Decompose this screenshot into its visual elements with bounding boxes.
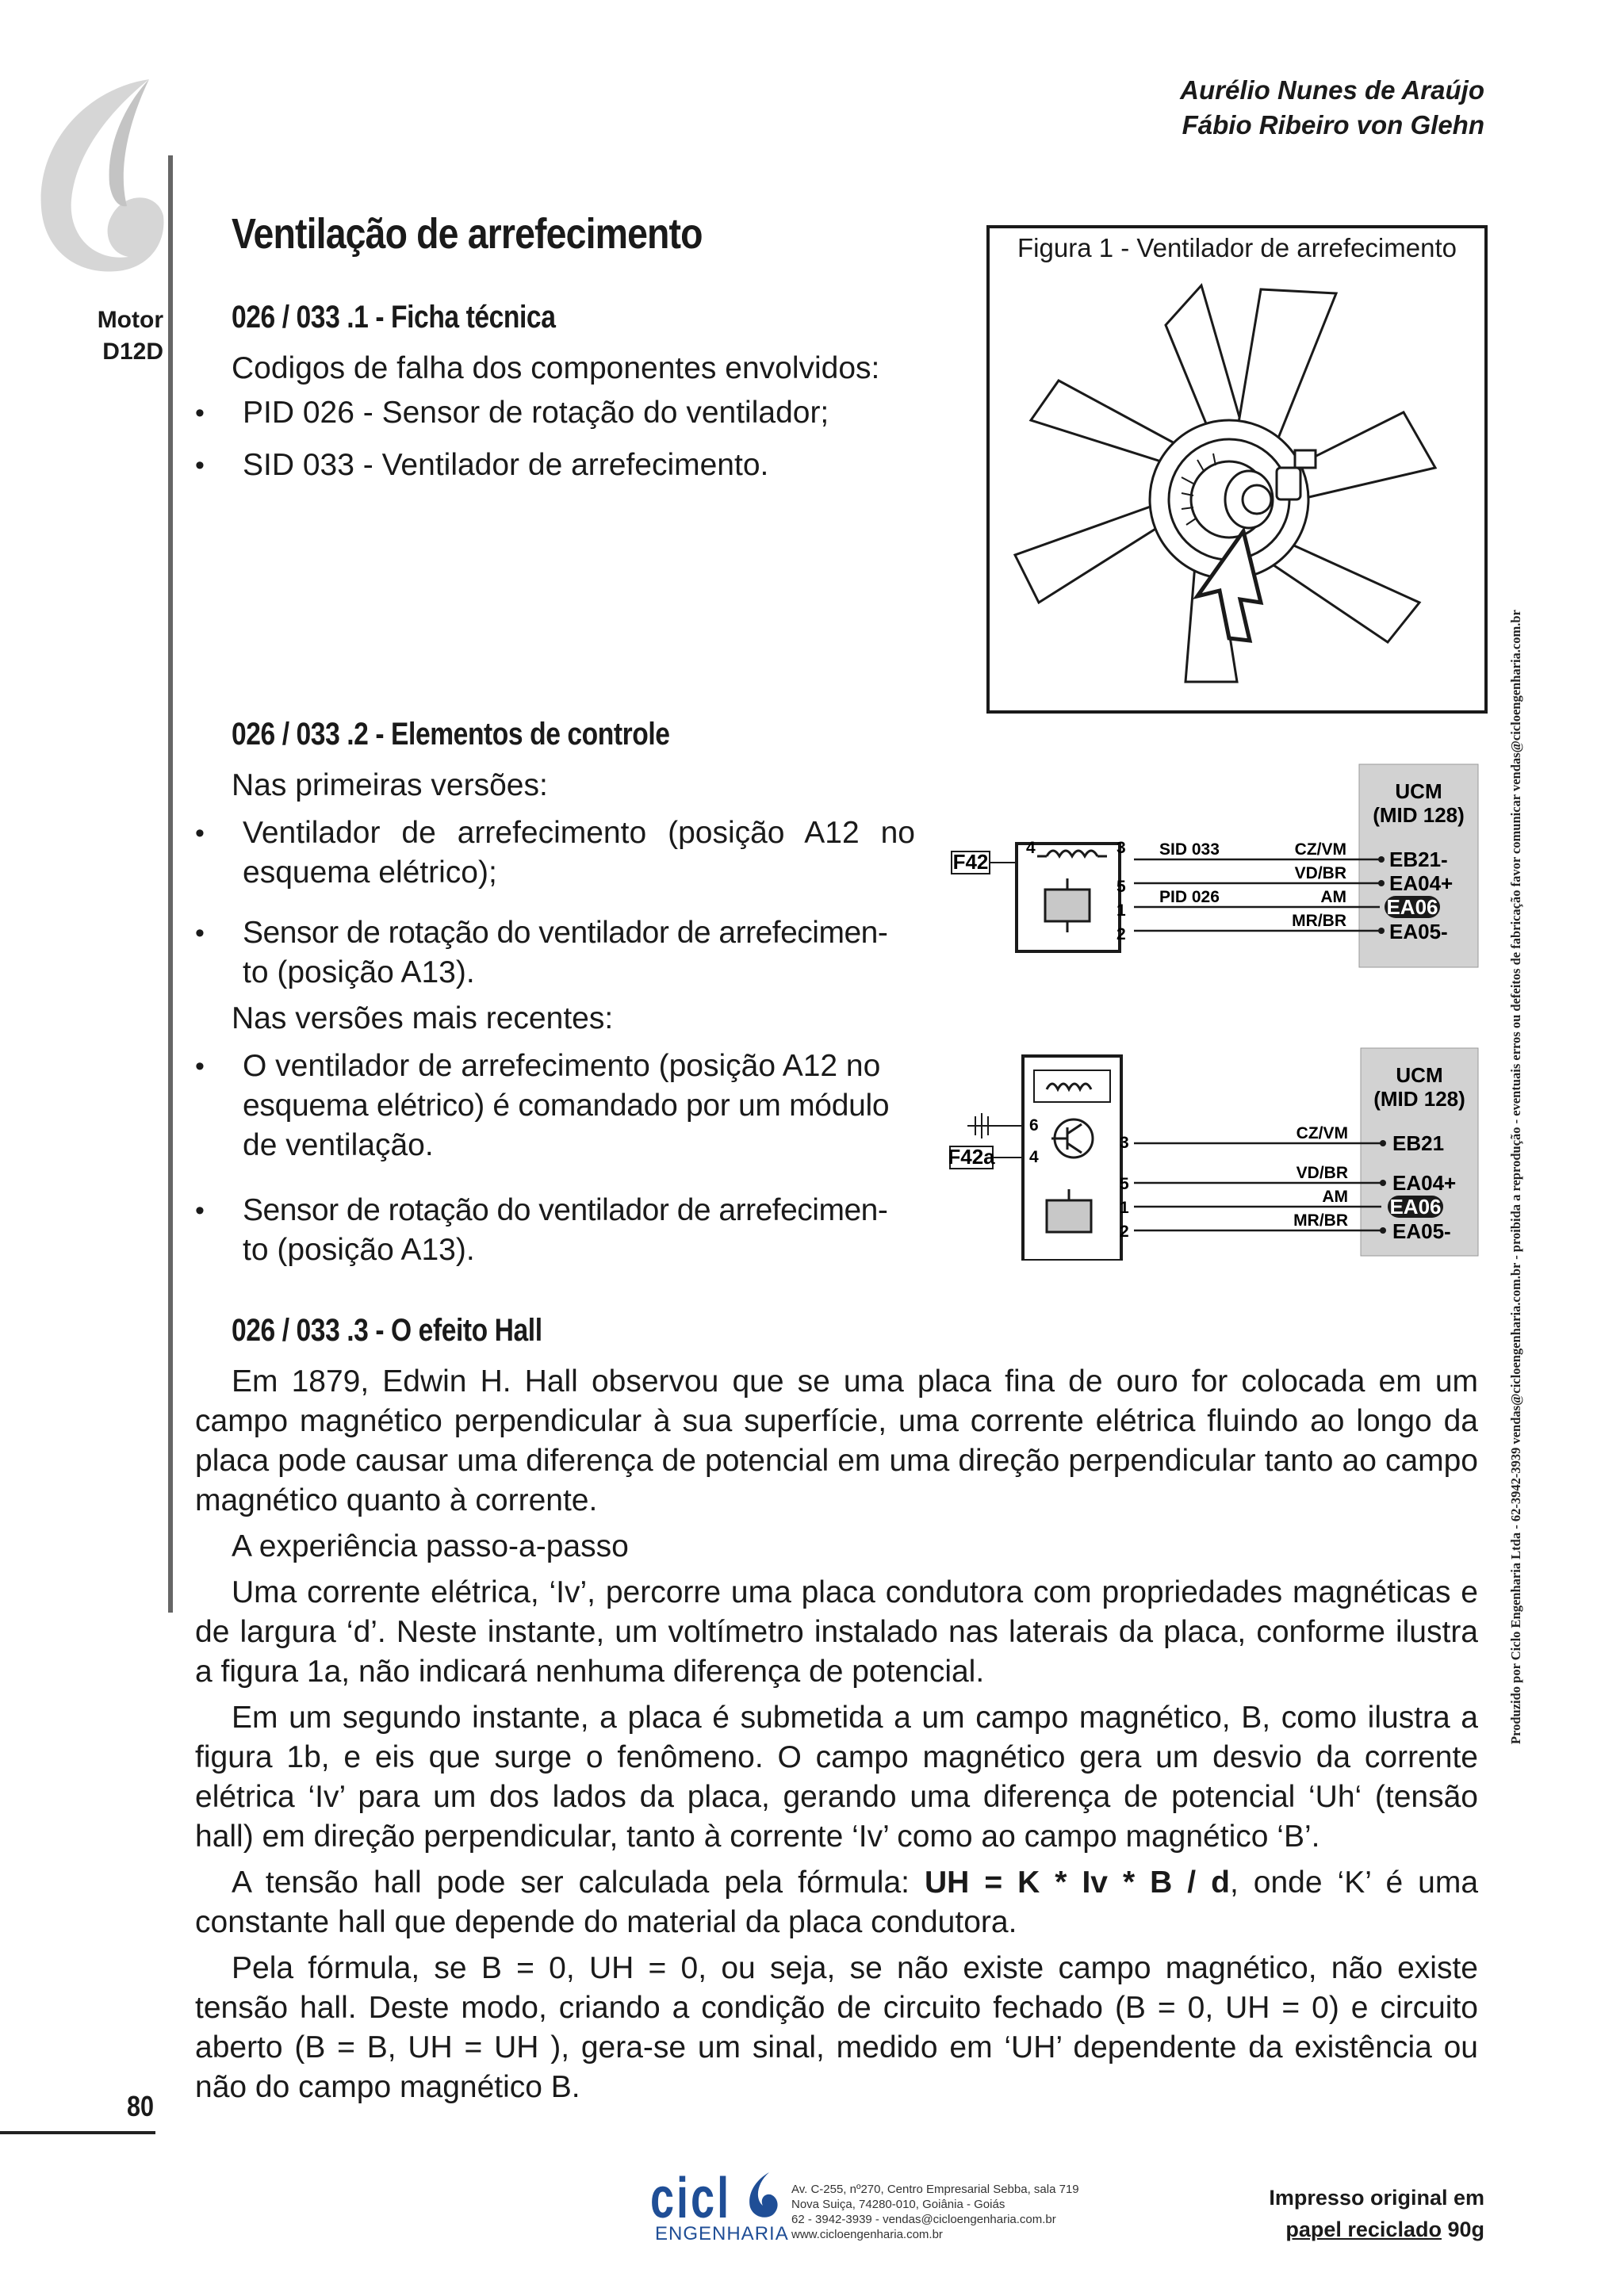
sidebar-line-motor: Motor — [97, 307, 163, 333]
hall-paragraph-2 — [195, 1527, 1478, 1567]
ucm-title: UCM — [1395, 779, 1442, 803]
pin-5: 5 — [1116, 878, 1126, 896]
bullet-dot: • — [195, 1196, 205, 1226]
ucm-subtitle: (MID 128) — [1373, 803, 1465, 827]
late-bullet-2-line-2: to (posição A13). — [243, 1233, 475, 1267]
connector-label: F42 — [952, 850, 989, 874]
pin-2: 2 — [1116, 925, 1126, 943]
print-paper: papel reciclado — [1285, 2218, 1442, 2241]
terminal-eb21: EB21 — [1392, 1131, 1445, 1155]
hall-paragraph-2-text: A experiência passo-a-passo — [232, 1529, 629, 1563]
page-number-rule — [0, 2131, 155, 2134]
wire-vdbr: VD/BR — [1294, 864, 1346, 882]
section-1-intro: Codigos de falha dos componentes envolvidos: — [232, 351, 880, 385]
bullet-dot: • — [195, 1051, 205, 1081]
late-bullet-1-line-3: de ventilação. — [243, 1128, 434, 1162]
cooling-fan-illustration — [991, 270, 1478, 698]
section-1-heading: 026 / 033 .1 - Ficha técnica — [232, 300, 556, 335]
address-line-1: Av. C-255, nº270, Centro Empresarial Sebba, sala 719 — [791, 2183, 1079, 2196]
early-bullet-2-line-2: to (posição A13). — [243, 955, 475, 989]
section-3-heading: 026 / 033 .3 - O efeito Hall — [232, 1313, 542, 1348]
connector-label: F42a — [948, 1145, 995, 1169]
bullet-dot: • — [195, 818, 205, 848]
sid-label: SID 033 — [1159, 840, 1220, 859]
hall-paragraph-1-text: Em 1879, Edwin H. Hall observou que se uma placa fina de ouro for colocada em um campo magnético perpendicular à sua superfície, uma corrente elétrica fluindo ao longo da placa pode causar uma diferença de potencial em uma direção perpendicular tanto ao campo magnético quanto à corrente. — [195, 1364, 1478, 1517]
print-line-2 — [1269, 2214, 1484, 2245]
terminal-ea06: EA06 — [1389, 1195, 1442, 1219]
terminal-ea05: EA05- — [1389, 920, 1448, 943]
pin-6: 6 — [1029, 1116, 1039, 1135]
early-bullet-2-line-1: Sensor de rotação do ventilador de arrefecimen- — [243, 916, 888, 950]
wire-vdbr: VD/BR — [1296, 1164, 1348, 1182]
bullet-dot: • — [195, 398, 205, 428]
brand-drop-icon — [745, 2171, 782, 2221]
ucm-subtitle: (MID 128) — [1373, 1087, 1465, 1111]
section-1-bullet-1: PID 026 - Sensor de rotação do ventilador; — [243, 396, 829, 430]
section-2-heading: 026 / 033 .2 - Elementos de controle — [232, 717, 670, 752]
hall-paragraph-4-text: Em um segundo instante, a placa é submetida a um campo magnético, B, como ilustra a figura 1b, e eis que surge o fenômeno. O campo magnético gera um desvio da corrente elétrica ‘Iv’ para um dos lados da placa, gerando uma diferença de potencial ‘Uh‘ (tensão hall) em direção perpendicular, tanto à corrente ‘Iv’ como ao campo magnético ‘B’. — [195, 1701, 1478, 1854]
late-bullet-2-line-1: Sensor de rotação do ventilador de arrefecimen- — [243, 1193, 888, 1227]
hall-paragraph-6-text: Pela fórmula, se B = 0, UH = 0, ou seja, se não existe campo magnético, não existe tensão hall. Deste modo, criando a condição de circuito fechado (B = 0, UH = 0) e circuito aberto (B = B, UH = UH ), gera-se um sinal, medido em ‘UH’ dependente da existência ou não do campo magnético B. — [195, 1951, 1478, 2104]
hall-paragraph-5-tail: , onde ‘K’ é uma constante hall que depende do material da placa condutora. — [195, 1866, 1479, 1939]
hall-paragraph-6 — [195, 1949, 1478, 2107]
pin-1: 1 — [1120, 1199, 1129, 1217]
wire-czvm: CZ/VM — [1294, 840, 1346, 859]
footer-address — [791, 2182, 1079, 2242]
page-title: Ventilação de arrefecimento — [232, 210, 703, 258]
pin-4: 4 — [1026, 839, 1036, 857]
pin-4: 4 — [1029, 1148, 1039, 1166]
sensor-icon — [1047, 1200, 1091, 1232]
section-1-bullet-2: SID 033 - Ventilador de arrefecimento. — [243, 448, 769, 482]
pid-label: PID 026 — [1159, 888, 1220, 906]
hall-paragraph-3 — [195, 1573, 1478, 1692]
margin-rule — [168, 155, 173, 1613]
terminal-eb21: EB21- — [1389, 848, 1448, 871]
brand-subtitle: ENGENHARIA — [655, 2223, 789, 2244]
hall-paragraph-4 — [195, 1698, 1478, 1857]
wiring-diagram-early — [944, 763, 1483, 977]
figure-1-caption: Figura 1 - Ventilador de arrefecimento — [1017, 233, 1457, 262]
ucm-title: UCM — [1396, 1063, 1443, 1087]
hall-paragraph-1 — [195, 1362, 1478, 1521]
page-number: 80 — [126, 2090, 154, 2122]
recycled-paper-note — [1269, 2182, 1484, 2245]
wire-am: AM — [1320, 888, 1346, 906]
hall-paragraph-3-text: Uma corrente elétrica, ‘Iv’, percorre uma placa condutora com propriedades magnéticas e de largura ‘d’. Neste instante, um voltímetro instalado nas laterais da placa, conforme ilustra a figura 1a, não indicará nenhuma diferença de potencial. — [195, 1575, 1478, 1689]
bullet-dot: • — [195, 918, 205, 948]
early-bullet-1-line-2: esquema elétrico); — [243, 855, 497, 890]
pin-5: 5 — [1120, 1175, 1129, 1193]
address-line-4: www.cicloengenharia.com.br — [791, 2228, 943, 2241]
wire-czvm: CZ/VM — [1296, 1124, 1348, 1142]
early-bullet-1-line-1: Ventilador de arrefecimento (posição A12 no — [243, 816, 915, 850]
authors — [1180, 73, 1484, 143]
pin-1: 1 — [1116, 901, 1126, 920]
terminal-ea04: EA04+ — [1389, 871, 1454, 895]
wire-mrbr: MR/BR — [1292, 912, 1346, 930]
pin-2: 2 — [1120, 1223, 1129, 1241]
sidebar-line-model: D12D — [102, 339, 163, 365]
late-bullet-1-line-2: esquema elétrico) é comandado por um módulo — [243, 1089, 890, 1123]
pin-3: 3 — [1116, 839, 1126, 857]
address-line-3: 62 - 3942-3939 - vendas@cicloengenharia.com.br — [791, 2213, 1056, 2226]
ciclo-mark-icon — [30, 73, 181, 279]
print-weight: 90g — [1441, 2218, 1484, 2241]
wire-am: AM — [1322, 1188, 1348, 1206]
author-1: Aurélio Nunes de Araújo — [1180, 75, 1484, 105]
terminal-ea06: EA06 — [1386, 895, 1438, 919]
address-line-2: Nova Suiça, 74280-010, Goiânia - Goiás — [791, 2198, 1005, 2211]
late-bullet-1-line-1: O ventilador de arrefecimento (posição A12 no — [243, 1049, 881, 1083]
print-line-1: Impresso original em — [1269, 2186, 1484, 2210]
hall-formula: UH = K * Iv * B / d — [925, 1866, 1230, 1900]
early-versions-intro: Nas primeiras versões: — [232, 768, 548, 802]
recent-versions-intro: Nas versões mais recentes: — [232, 1001, 614, 1035]
sensor-icon — [1045, 890, 1090, 921]
bullet-dot: • — [195, 450, 205, 480]
pin-3: 3 — [1120, 1134, 1129, 1152]
hall-paragraph-5-lead: A tensão hall pode ser calculada pela fórmula: — [232, 1866, 925, 1900]
hall-paragraph-5 — [195, 1863, 1478, 1942]
wiring-diagram-recent — [944, 1047, 1483, 1261]
terminal-ea05: EA05- — [1392, 1219, 1451, 1243]
terminal-ea04: EA04+ — [1392, 1171, 1457, 1195]
vertical-copyright-note: Produzido por Ciclo Engenharia Ltda - 62-3942-3939 vendas@cicloengenharia.com.br - proibida a reprodução - eventuais erros ou defeitos de fabricação favor comunicar vendas@cicloengenharia.com.br — [1508, 610, 1523, 1744]
wire-mrbr: MR/BR — [1293, 1211, 1348, 1230]
brand-wordmark: cicl — [650, 2167, 732, 2230]
footer-logo — [650, 2167, 789, 2250]
author-2: Fábio Ribeiro von Glehn — [1182, 110, 1484, 140]
sidebar-label — [79, 304, 163, 368]
